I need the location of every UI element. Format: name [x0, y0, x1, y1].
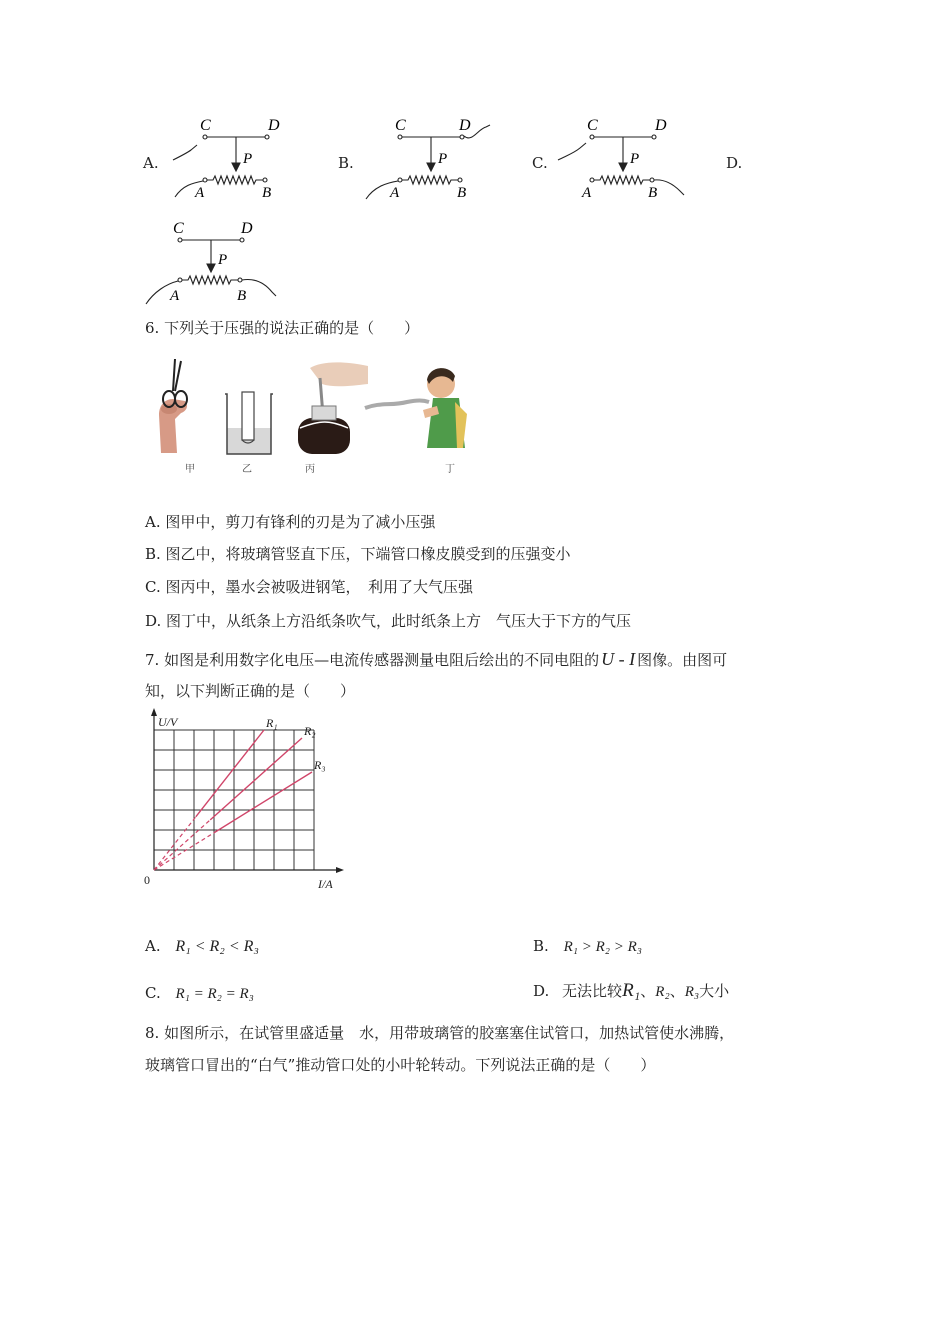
q6-option-d[interactable]: D. 图丁中，从纸条上方沿纸条吹气，此时纸条上方 气压大于下方的气压 — [145, 612, 632, 630]
q5-b-terminal-a: A — [390, 185, 400, 201]
q6-option-b[interactable]: B. 图乙中，将玻璃管竖直下压，下端管口橡皮膜受到的压强变小 — [145, 545, 571, 563]
q8-line2: 玻璃管口冒出的“白气”推动管口处的小叶轮转动。下列说法正确的是（ ） — [145, 1056, 656, 1074]
q5-d-terminal-d: D — [241, 220, 253, 237]
q5-options — [140, 110, 780, 310]
y-axis-arrow — [151, 708, 157, 716]
q7-option-d-text-post: 大小 — [699, 982, 730, 1000]
q5-c-terminal-a: A — [582, 185, 592, 201]
q6-stem: 6. 下列关于压强的说法正确的是（ ） — [145, 319, 420, 337]
q5-a-terminal-c: C — [200, 117, 211, 134]
caption-jia: 甲 — [185, 464, 195, 475]
q5-a-terminal-d: D — [268, 117, 280, 134]
q7-option-d-r1: R₁ — [622, 980, 641, 1001]
q5-c-terminal-d: D — [655, 117, 667, 134]
series-line-1-dashed — [154, 817, 196, 870]
q5-diagram-b — [360, 115, 510, 205]
q5-diagram-a — [165, 115, 315, 205]
q7-option-d-text-pre: 无法比较 — [562, 982, 623, 1000]
q7-option-d-r3: R₃ — [684, 984, 700, 1000]
q7-stem-pre: 7. 如图是利用数字化电压—电流传感器测量电阻后绘出的不同电阻的 — [145, 651, 600, 669]
q7-option-c-label: C. — [145, 984, 161, 1002]
caption-ding: 丁 — [445, 464, 455, 475]
q7-option-c-expr: R₁ = R₂ = R₃ — [175, 986, 254, 1002]
series-label-1: R₁ — [266, 716, 278, 730]
q7-stem-line1 — [145, 649, 727, 670]
beaker-figure — [223, 390, 275, 456]
q7-option-b-label: B. — [533, 937, 549, 955]
q5-d-terminal-b: B — [237, 288, 247, 304]
q5-b-slider-p: P — [438, 151, 448, 167]
ui-chart — [140, 708, 355, 893]
q7-stem-symbol: U - I — [601, 649, 636, 669]
q5-b-terminal-c: C — [395, 117, 406, 134]
q7-option-d-sep2: 、 — [669, 982, 685, 1000]
series-label-2: R₂ — [304, 724, 316, 738]
q7-option-d-r2: R₂ — [655, 984, 670, 1000]
q7-option-d-sep1: 、 — [640, 982, 656, 1000]
q5-d-terminal-a: A — [170, 288, 180, 304]
boy-blowing-figure — [363, 362, 469, 452]
q5-a-terminal-b: B — [262, 185, 272, 201]
q6-option-c[interactable]: C. 图丙中，墨水会被吸进钢笔， 利用了大气压强 — [145, 578, 473, 596]
q7-option-c[interactable] — [145, 983, 254, 1004]
caption-bing: 丙 — [305, 464, 315, 475]
series-line-2-dashed — [154, 820, 210, 870]
q5-diagram-d — [140, 218, 290, 310]
q7-option-b[interactable] — [533, 936, 642, 957]
x-axis-label: I/A — [318, 877, 333, 891]
q5-b-terminal-d: D — [459, 117, 471, 134]
series-line-3-dashed — [154, 833, 214, 870]
caption-yi: 乙 — [242, 464, 252, 475]
q5-c-terminal-b: B — [648, 185, 658, 201]
series-label-3: R₃ — [314, 758, 326, 772]
q7-option-a-label: A. — [145, 937, 161, 955]
q5-option-d-label[interactable]: D. — [726, 154, 743, 172]
origin-label: 0 — [144, 873, 150, 887]
x-axis-arrow — [336, 867, 344, 873]
q7-stem-line2: 知，以下判断正确的是（ ） — [145, 682, 356, 700]
q7-option-b-expr: R₁ > R₂ > R₃ — [563, 939, 642, 955]
q6-option-a[interactable]: A. 图甲中，剪刀有锋利的刃是为了减小压强 — [145, 513, 436, 531]
q5-c-slider-p: P — [630, 151, 640, 167]
ink-bottle-figure — [290, 358, 370, 458]
q5-a-slider-p: P — [243, 151, 253, 167]
q5-b-terminal-b: B — [457, 185, 467, 201]
q5-a-terminal-a: A — [195, 185, 205, 201]
q5-diagram-c — [552, 115, 702, 205]
q6-figures — [145, 350, 475, 480]
scissors-figure — [145, 355, 205, 455]
q7-option-a[interactable] — [145, 936, 259, 957]
q7-option-a-expr: R₁ < R₂ < R₃ — [175, 938, 259, 955]
q5-c-terminal-c: C — [587, 117, 598, 134]
y-axis-label: U/V — [158, 715, 178, 729]
series-line-3 — [214, 772, 312, 833]
q5-d-terminal-c: C — [173, 220, 184, 237]
q5-option-a-label[interactable]: A. — [143, 154, 159, 172]
q7-option-d-label: D. — [533, 982, 550, 1000]
q5-option-c-label[interactable]: C. — [532, 154, 548, 172]
q5-option-b-label[interactable]: B. — [338, 154, 354, 172]
q7-option-d[interactable] — [533, 981, 729, 1002]
q8-line1: 8. 如图所示，在试管里盛适量 水，用带玻璃管的胶塞塞住试管口，加热试管使水沸腾， — [145, 1024, 735, 1042]
q5-d-slider-p: P — [218, 252, 228, 268]
q7-stem-post: 图像。由图可 — [637, 651, 728, 669]
